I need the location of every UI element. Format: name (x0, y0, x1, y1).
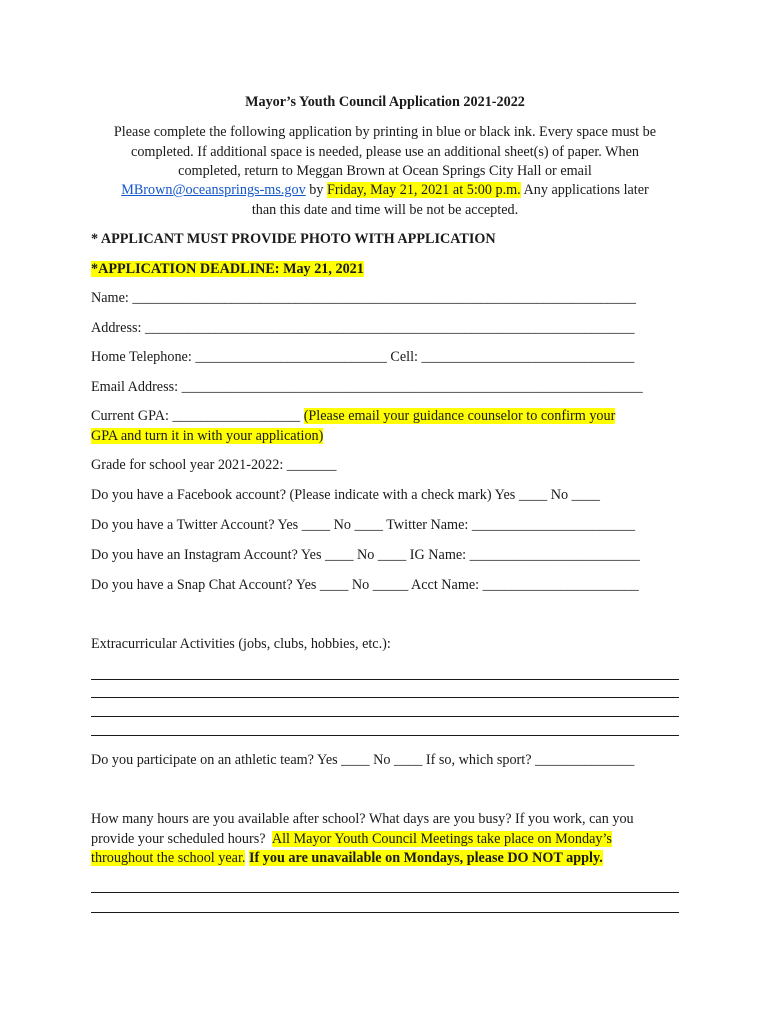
extracurricular-line-4[interactable] (91, 735, 679, 736)
facebook-question[interactable]: Do you have a Facebook account? (Please indicate with a check mark) Yes ____ No ____ (91, 487, 601, 503)
gpa-label: Current GPA: __________________ (91, 408, 304, 424)
availability-answer-line-2[interactable] (91, 912, 679, 913)
intro-line-3: completed, return to Meggan Brown at Ocean Springs City Hall or email (178, 163, 592, 179)
extracurricular-label: Extracurricular Activities (jobs, clubs, hobbies, etc.): (91, 636, 391, 652)
monday-warning: If you are unavailable on Mondays, please DO NOT apply. (249, 850, 603, 866)
extracurricular-line-1[interactable] (91, 679, 679, 680)
address-field[interactable]: Address: _____________________________________________________________________ (91, 320, 635, 336)
intro-line-5: than this date and time will be not be accepted. (251, 202, 519, 218)
availability-line-2 (91, 829, 612, 849)
gpa-field[interactable] (91, 406, 615, 426)
availability-line-1: How many hours are you available after school? What days are you busy? If you work, can you (91, 811, 634, 827)
twitter-question[interactable]: Do you have a Twitter Account? Yes ____ No ____ Twitter Name: _______________________ (91, 517, 636, 533)
telephone-field[interactable]: Home Telephone: ___________________________ Cell: ______________________________ (91, 349, 635, 365)
extracurricular-line-2[interactable] (91, 697, 679, 698)
extracurricular-line-3[interactable] (91, 716, 679, 717)
deadline-highlight: Friday, May 21, 2021 at 5:00 p.m. (326, 182, 521, 198)
email-field[interactable]: Email Address: _________________________________________________________________ (91, 379, 643, 395)
page-title: Mayor’s Youth Council Application 2021-2022 (245, 94, 525, 110)
name-field[interactable]: Name: _______________________________________________________________________ (91, 290, 637, 306)
school-year-highlight: throughout the school year. (91, 850, 246, 866)
snapchat-question[interactable]: Do you have a Snap Chat Account? Yes ____ No _____ Acct Name: ______________________ (91, 577, 639, 593)
deadline-notice-highlight: *APPLICATION DEADLINE: May 21, 2021 (91, 261, 364, 277)
intro-line-1: Please complete the following application by printing in blue or black ink. Every space must be (113, 124, 657, 140)
athletic-question[interactable]: Do you participate on an athletic team? Yes ____ No ____ If so, which sport? ______________ (91, 752, 635, 768)
email-link[interactable]: MBrown@oceansprings-ms.gov (121, 182, 306, 198)
by-text: by (305, 182, 327, 198)
intro-line-4 (60, 180, 710, 200)
gpa-note-2: GPA and turn it in with your application) (91, 428, 324, 444)
availability-plain: provide your scheduled hours? (91, 831, 272, 847)
deadline-notice (91, 259, 364, 279)
photo-notice: * APPLICANT MUST PROVIDE PHOTO WITH APPLICATION (91, 231, 496, 247)
gpa-note-line-2 (91, 426, 323, 446)
availability-answer-line-1[interactable] (91, 892, 679, 893)
availability-line-3 (91, 848, 603, 868)
grade-field[interactable]: Grade for school year 2021-2022: _______ (91, 457, 337, 473)
meetings-highlight: All Mayor Youth Council Meetings take place on Monday’s (271, 831, 612, 847)
gpa-note-1: (Please email your guidance counselor to confirm your (303, 408, 616, 424)
after-deadline-text: Any applications later (520, 182, 649, 198)
intro-line-2: completed. If additional space is needed, please use an additional sheet(s) of paper. When (131, 144, 639, 160)
instagram-question[interactable]: Do you have an Instagram Account? Yes ____ No ____ IG Name: ________________________ (91, 547, 640, 563)
